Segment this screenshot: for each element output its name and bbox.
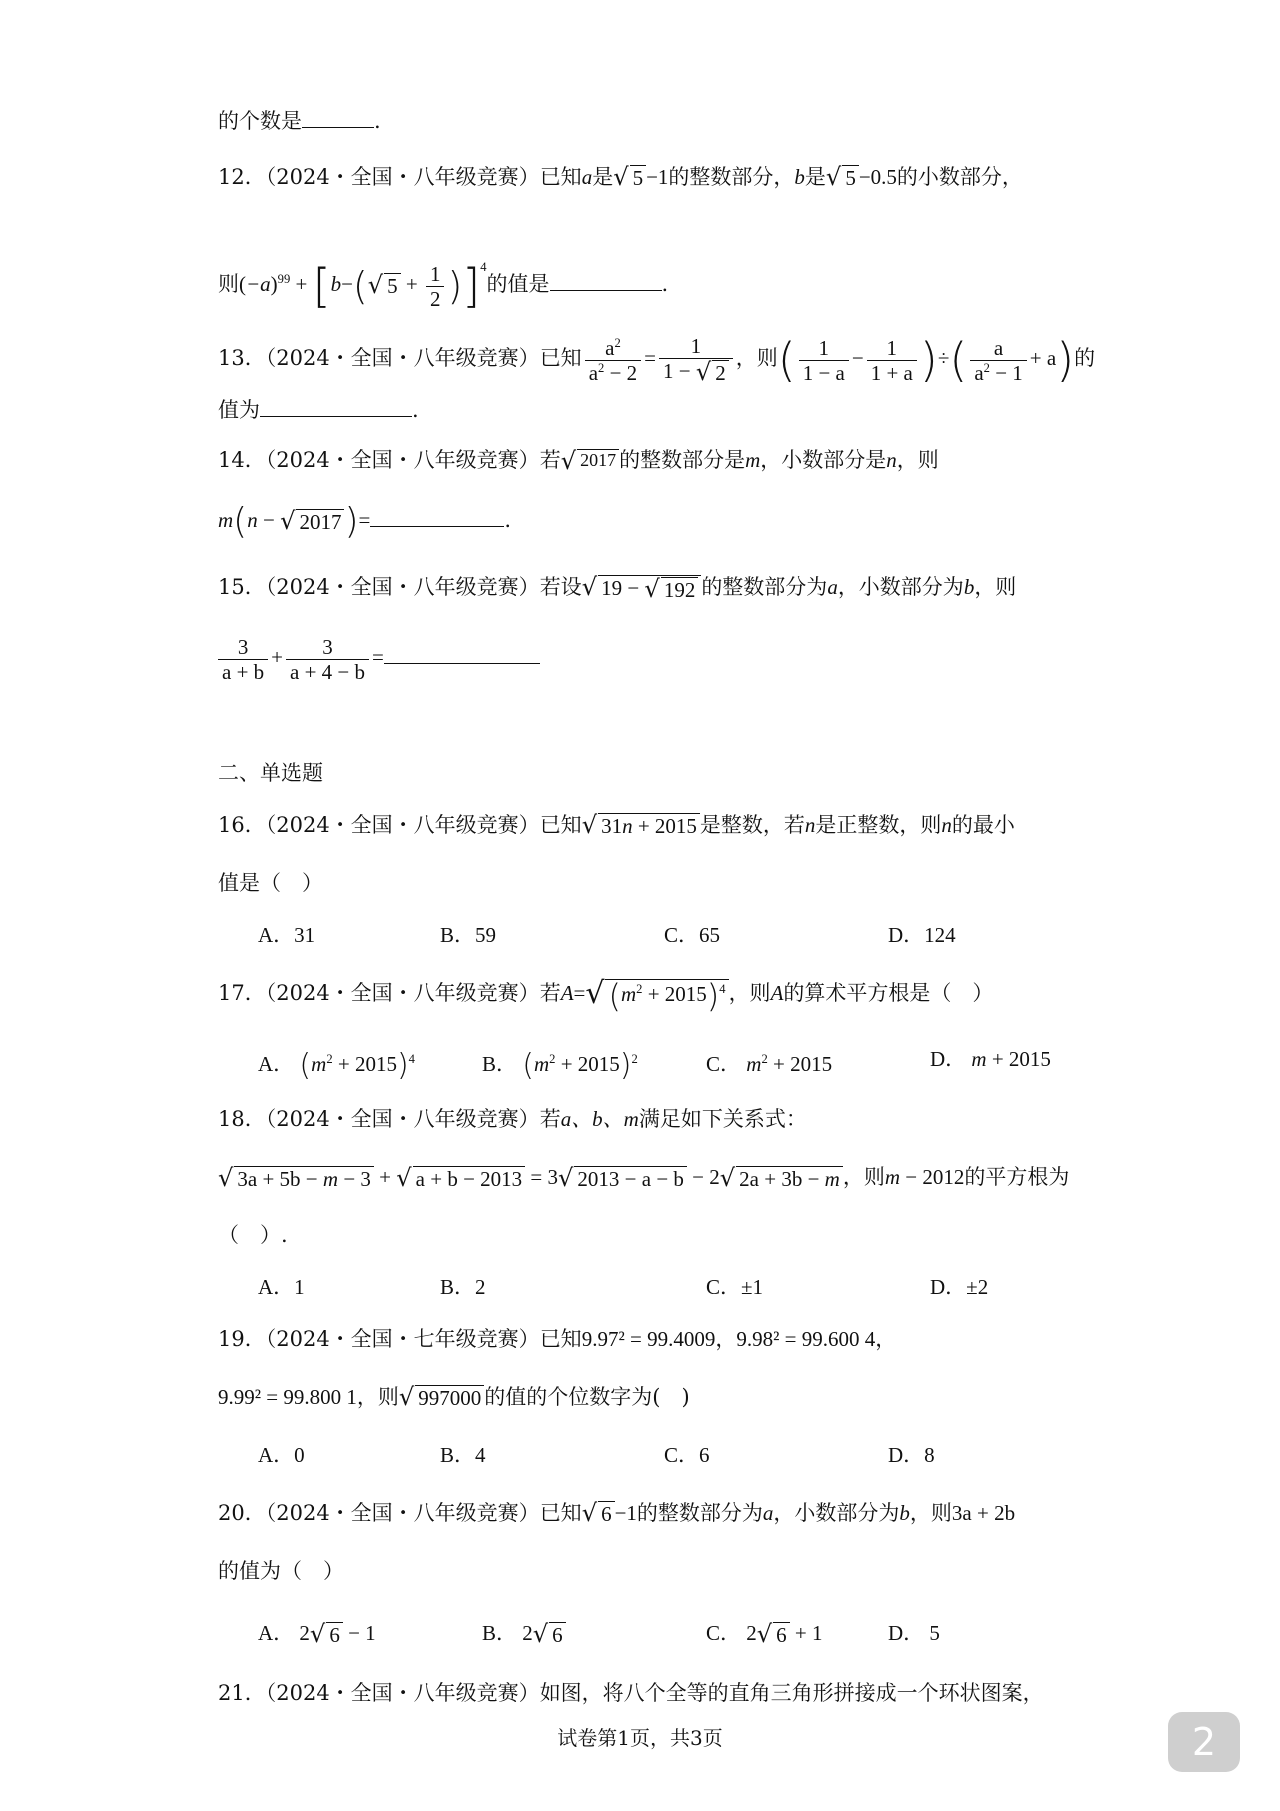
q18-line2: √ 3a + 5b − m − 3 + √ a + b − 2013 = 3 √ 2013 − a − b − 2 √ 2a + 3b − m ，则m − 2012的平方根为 bbox=[218, 1164, 1070, 1193]
q14-text: ，则 bbox=[896, 448, 939, 472]
q19-line1 bbox=[218, 1322, 896, 1356]
q16-text: 已知 bbox=[539, 813, 582, 837]
q20-text: ，小数部分为 bbox=[773, 1501, 900, 1525]
q20-text: −1的整数部分为 bbox=[614, 1501, 763, 1525]
q13-line1 bbox=[218, 334, 1095, 386]
q15-number: 15． bbox=[218, 575, 266, 599]
q20-expression: 3a + 2b bbox=[951, 1501, 1016, 1525]
q20-option-label: C． bbox=[706, 1621, 742, 1645]
q20-option-label: A． bbox=[258, 1621, 295, 1645]
q14-end: . bbox=[504, 508, 512, 532]
q17-option-a[interactable]: A． $(m^2 + 2015)^4$ bbox=[258, 1048, 415, 1084]
q17-option-label: C． bbox=[706, 1052, 742, 1076]
q19-sqrt: √ 997000 bbox=[399, 1385, 484, 1411]
q20-var-a: a bbox=[762, 1501, 774, 1525]
q18-vars: a、b、m bbox=[560, 1107, 639, 1131]
q16-line1 bbox=[218, 808, 1015, 842]
q17-option-label: D． bbox=[930, 1047, 967, 1071]
q16-var-n: n bbox=[804, 813, 816, 837]
q12-text: 的值是 bbox=[486, 272, 550, 296]
q17-var-a: A bbox=[770, 981, 784, 1005]
q20-line1 bbox=[218, 1496, 1015, 1530]
q19-equation-1: 9.97² = 99.4009 bbox=[581, 1327, 716, 1351]
section-single-choice bbox=[218, 756, 323, 790]
q17-text: ，则 bbox=[728, 981, 771, 1005]
q13-text: 值为 bbox=[218, 398, 260, 422]
q20-option-c[interactable]: C． 2 √ 6 + 1 bbox=[706, 1620, 823, 1649]
q13-number: 13． bbox=[218, 346, 266, 371]
q13-answer-blank bbox=[260, 392, 412, 417]
q18-option-d[interactable]: D．±2 bbox=[930, 1275, 989, 1299]
q13-source: （2024・全国・八年级竞赛） bbox=[265, 346, 540, 371]
q18-text: ，则 bbox=[842, 1165, 885, 1189]
q16-number: 16． bbox=[218, 813, 266, 837]
q20-var-b: b bbox=[899, 1501, 910, 1525]
q12-sqrt-5: √ 5 bbox=[613, 165, 646, 191]
q16-sqrt: √ 31n + 2015 bbox=[582, 813, 700, 839]
q19-radicand: 997000 bbox=[415, 1385, 484, 1411]
q19-text: ，则 bbox=[356, 1385, 399, 1409]
q15-var-a: a bbox=[827, 575, 838, 599]
q12-radicand: 5 bbox=[842, 165, 859, 191]
q14-source: （2024・全国・八年级竞赛） bbox=[265, 448, 540, 472]
q19-line2 bbox=[218, 1380, 690, 1414]
q14-line2 bbox=[218, 501, 512, 543]
q16-text: 的最小 bbox=[951, 813, 1015, 837]
q18-text: 满足如下关系式： bbox=[638, 1107, 807, 1131]
q12-text: 则 bbox=[218, 272, 239, 296]
q20-option-label: D． bbox=[888, 1621, 925, 1645]
q18-line3 bbox=[218, 1218, 288, 1252]
q14-answer-blank bbox=[370, 502, 504, 527]
q11-tail bbox=[218, 103, 381, 138]
q11-tail-text: 的个数是 bbox=[218, 109, 302, 133]
q16-option-a[interactable]: A．31 bbox=[258, 923, 316, 947]
q19-equation-2: 9.98² = 99.600 4 bbox=[736, 1327, 876, 1351]
q16-text: 是正整数，则 bbox=[815, 813, 942, 837]
q20-option-d-value: 5 bbox=[929, 1621, 940, 1645]
q15-text: 若设 bbox=[539, 575, 582, 599]
q19-equation-3: 9.99² = 99.800 1 bbox=[218, 1385, 357, 1409]
q19-text: 已知 bbox=[539, 1327, 582, 1351]
q15-line2 bbox=[218, 635, 540, 684]
page-number-badge[interactable]: 2 bbox=[1168, 1712, 1240, 1772]
q17-number: 17． bbox=[218, 981, 266, 1005]
q15-line1 bbox=[218, 570, 1016, 604]
q19-text: ， bbox=[715, 1327, 737, 1351]
q16-text: 是整数，若 bbox=[699, 813, 805, 837]
q17-option-label: A． bbox=[258, 1052, 295, 1076]
q15-answer-blank bbox=[384, 639, 540, 664]
q14-expression: m(n − √ 2017 )= bbox=[218, 501, 371, 543]
q19-option-c[interactable]: C．6 bbox=[664, 1443, 710, 1467]
q18-option-b[interactable]: B．2 bbox=[440, 1275, 486, 1299]
q12-end: . bbox=[661, 272, 669, 296]
q12-source: （2024・全国・八年级竞赛） bbox=[265, 165, 540, 189]
q14-text: ，小数部分是 bbox=[760, 448, 887, 472]
q12-var-b: b bbox=[794, 165, 805, 189]
q12-radicand: 5 bbox=[630, 165, 647, 191]
q19-option-a[interactable]: A．0 bbox=[258, 1443, 305, 1467]
q18-option-c[interactable]: C．±1 bbox=[706, 1275, 764, 1299]
q20-option-b[interactable]: B． 2 √ 6 bbox=[482, 1616, 566, 1650]
q12-text: 是 bbox=[804, 165, 826, 189]
q17-line1 bbox=[218, 975, 994, 1015]
q12-var-a: a bbox=[581, 165, 593, 189]
q12-text: −1的整数部分， bbox=[646, 165, 795, 189]
q18-number: 18． bbox=[218, 1107, 266, 1131]
q16-option-d[interactable]: D．124 bbox=[888, 923, 956, 947]
q12-text: −0.5的小数部分， bbox=[858, 165, 1023, 189]
q18-text: 若 bbox=[539, 1107, 561, 1131]
q16-line2 bbox=[218, 866, 323, 900]
q12-expression: $(-a)^{99} + [b-$( √ 5 + $\frac{1}{2}$ )]$^4$ bbox=[239, 259, 487, 314]
q14-var-m: m bbox=[745, 448, 761, 472]
q19-text: ， bbox=[875, 1327, 897, 1351]
q11-answer-blank bbox=[302, 103, 374, 128]
section-title: 二、单选题 bbox=[218, 761, 323, 785]
q15-radical: √ 19 − √ 192 bbox=[582, 575, 702, 599]
q19-source: （2024・全国・七年级竞赛） bbox=[265, 1327, 540, 1351]
q15-var-b: b bbox=[963, 575, 975, 599]
q13-condition: $\frac{a^2}{a^2 - 2}$ = 1 1 − √ 2 bbox=[582, 346, 736, 370]
q13-text: ，则 bbox=[735, 346, 778, 371]
q12-text: 是 bbox=[592, 165, 614, 189]
q14-radicand: 2017 bbox=[577, 449, 619, 473]
q18-text: （ ）. bbox=[218, 1223, 288, 1247]
q17-option-label: B． bbox=[482, 1052, 518, 1076]
q17-definition: A= √ $(m^2 + 2015)^4$ bbox=[561, 981, 729, 1005]
q12-text: 已知 bbox=[539, 165, 582, 189]
q16-source: （2024・全国・八年级竞赛） bbox=[265, 813, 540, 837]
q19-option-d[interactable]: D．8 bbox=[888, 1443, 935, 1467]
q12-answer-blank bbox=[550, 266, 662, 291]
q21-text: 如图，将八个全等的直角三角形拼接成一个环状图案， bbox=[539, 1681, 1044, 1705]
q13-end: . bbox=[412, 398, 419, 422]
q20-number: 20． bbox=[218, 1501, 266, 1525]
q17-text: 若 bbox=[539, 981, 561, 1005]
q20-option-a[interactable]: A． 2 √ 6 − 1 bbox=[258, 1620, 376, 1649]
q20-radicand: 6 bbox=[598, 1501, 615, 1527]
q16-var-n: n bbox=[941, 813, 952, 837]
q20-sqrt: √ 6 bbox=[582, 1501, 615, 1527]
q13-text: 已知 bbox=[539, 346, 582, 371]
q18-equation: √ 3a + 5b − m − 3 + √ a + b − 2013 = 3 √ 2013 − a − b − 2 √ 2a + 3b − m bbox=[218, 1165, 843, 1189]
q20-text: 的值为（ ） bbox=[218, 1559, 344, 1583]
q15-expression: $\frac{3}{a + b}$ + $\frac{3}{a + 4 - b}$ = bbox=[218, 645, 384, 669]
q12-number: 12． bbox=[218, 165, 266, 189]
q17-text: 的算术平方根是（ ） bbox=[783, 981, 994, 1005]
q15-source: （2024・全国・八年级竞赛） bbox=[265, 575, 540, 599]
q19-number: 19． bbox=[218, 1327, 266, 1351]
q18-text: 的平方根为 bbox=[964, 1165, 1070, 1189]
q17-option-d[interactable]: D． m + 2015 bbox=[930, 1047, 1051, 1071]
q21-line1 bbox=[218, 1676, 1044, 1710]
q19-option-b[interactable]: B．4 bbox=[440, 1443, 486, 1467]
q15-text: ，小数部分为 bbox=[837, 575, 964, 599]
q20-text: 已知 bbox=[539, 1501, 582, 1525]
q20-text: ，则 bbox=[909, 1501, 952, 1525]
q21-number: 21． bbox=[218, 1681, 266, 1705]
q17-option-b[interactable]: B． $(m^2 + 2015)^2$ bbox=[482, 1048, 638, 1084]
q14-sqrt: √ 2017 bbox=[561, 449, 619, 473]
q13-expression: ( $\frac{1}{1 - a}$ − $\frac{1}{1 + a}$ )÷( $\frac{a}{a^2 - 1}$ + a) bbox=[777, 333, 1075, 388]
q13-text: 的 bbox=[1074, 346, 1096, 371]
q20-line2 bbox=[218, 1554, 344, 1588]
q12-line1 bbox=[218, 160, 1023, 194]
q21-source: （2024・全国・八年级竞赛） bbox=[265, 1681, 540, 1705]
q14-text: 的整数部分是 bbox=[619, 448, 746, 472]
q12-line2 bbox=[218, 250, 669, 314]
q13-line2 bbox=[218, 392, 419, 427]
q18-option-a[interactable]: A．1 bbox=[258, 1275, 305, 1299]
q16-text: 值是（ ） bbox=[218, 871, 323, 895]
q14-line1 bbox=[218, 443, 939, 477]
q20-option-label: B． bbox=[482, 1621, 518, 1645]
q14-var-n: n bbox=[886, 448, 897, 472]
q17-option-c[interactable]: C． $m^2 + 2015$ bbox=[706, 1052, 833, 1076]
q15-text: ，则 bbox=[974, 575, 1017, 599]
q14-number: 14． bbox=[218, 448, 266, 472]
q11-end: . bbox=[374, 109, 381, 133]
q19-text: 的值的个位数字为( ) bbox=[484, 1385, 690, 1409]
q20-source: （2024・全国・八年级竞赛） bbox=[265, 1501, 540, 1525]
q16-option-b[interactable]: B．59 bbox=[440, 923, 497, 947]
q18-line1 bbox=[218, 1102, 807, 1136]
q14-text: 若 bbox=[539, 448, 561, 472]
page-footer: 试卷第1页，共3页 bbox=[557, 1726, 723, 1750]
q16-option-c[interactable]: C．65 bbox=[664, 923, 721, 947]
q20-option-d[interactable] bbox=[888, 1616, 940, 1650]
q12-sqrt-5b: √ 5 bbox=[826, 165, 859, 191]
q15-text: 的整数部分为 bbox=[701, 575, 828, 599]
q17-source: （2024・全国・八年级竞赛） bbox=[265, 981, 540, 1005]
q18-source: （2024・全国・八年级竞赛） bbox=[265, 1107, 540, 1131]
